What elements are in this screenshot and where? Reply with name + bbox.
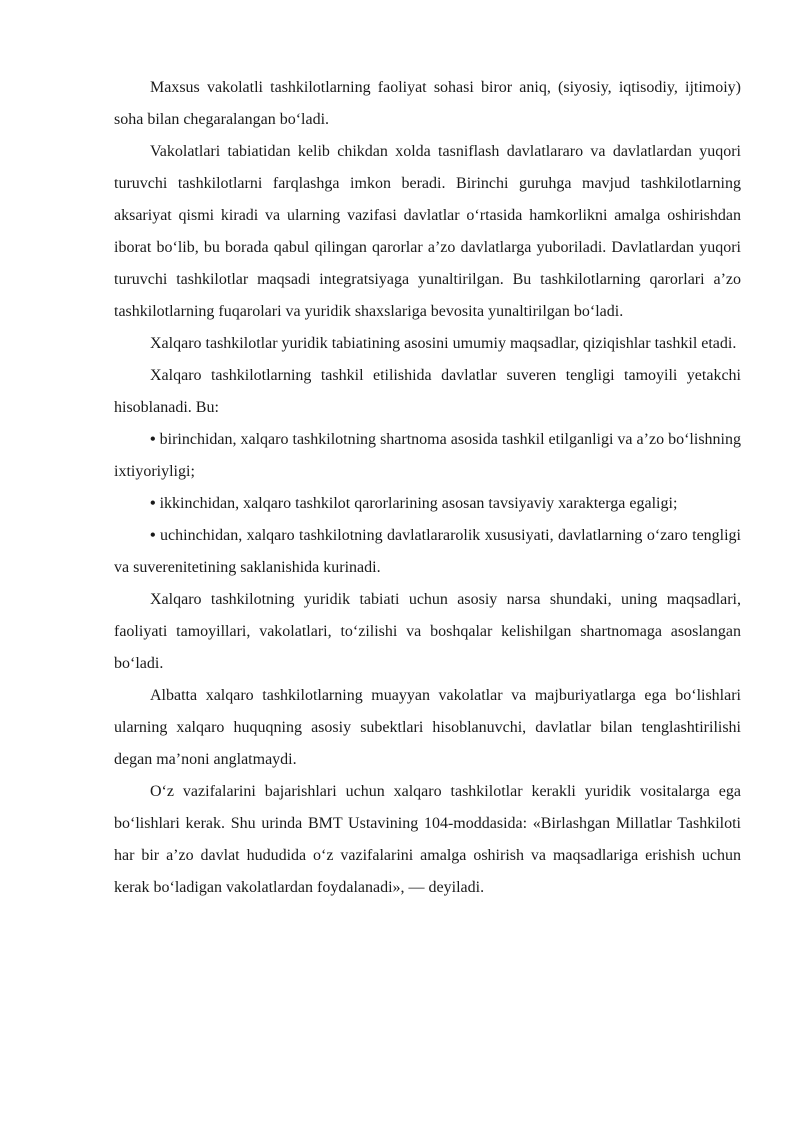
paragraph-classification-by-competence: Vakolatlari tabiatidan kelib chikdan xolda tasniflash davlatlararo va davlatlardan yuqori turuvchi tashkilotlarni farqlashga imkon beradi. Birinchi guruhga mavjud tashkilotlarning aksariyat qismi kiradi va ularning vazifasi davlatlar o‘rtasida hamkorlikni amalga oshirishdan iborat bo‘lib, bu borada qabul qilingan qarorlar a’zo davlatlarga yuboriladi. Davlatlardan yuqori turuvchi tashkilotlar maqsadi integratsiyaga yunaltirilgan. Bu tashkilotlarning qarorlari a’zo tashkilotlarning fuqarolari va yuridik shaxslariga bevosita yunaltirilgan bo‘ladi. — [114, 143, 741, 320]
bullet-item-text: ikkinchidan, xalqaro tashkilot qarorlarining asosan tavsiyaviy xarakterga egaligi; — [155, 495, 678, 512]
paragraph-powers-obligations: Albatta xalqaro tashkilotlarning muayyan vakolatlar va majburiyatlarga ega bo‘lishlari ularning xalqaro huquqning asosiy subektlari hisoblanuvchi, davlatlar bilan tenglashtirilishi degan ma’noni anglatmaydi. — [114, 687, 741, 768]
bullet-item-third — [114, 520, 741, 584]
paragraph-specialized-competence: Maxsus vakolatli tashkilotlarning faoliyat sohasi biror aniq, (siyosiy, iqtisodiy, ijtimoiy) soha bilan chegaralangan bo‘ladi. — [114, 79, 741, 128]
paragraph-legal-nature-basis: Xalqaro tashkilotlar yuridik tabiatining asosini umumiy maqsadlar, qiziqishlar tashkil etadi. — [150, 335, 737, 352]
document-page — [114, 72, 741, 904]
paragraph-legal-nature-main: Xalqaro tashkilotning yuridik tabiati uchun asosiy narsa shundaki, uning maqsadlari, faoliyati tamoyillari, vakolatlari, to‘zilishi va boshqalar kelishilgan shartnomaga asoslangan bo‘ladi. — [114, 591, 741, 672]
bullet-item-second — [114, 488, 741, 520]
paragraph-un-charter-article: O‘z vazifalarini bajarishlari uchun xalqaro tashkilotlar kerakli yuridik vositalarga ega bo‘lishlari kerak. Shu urinda BMT Ustavining 104-moddasida: «Birlashgan Millatlar Tashkiloti har bir a’zo davlat hududida o‘z vazifalarini amalga oshirish va maqsadlariga erishish uchun kerak bo‘ladigan vakolatlardan foydalanadi», — deyiladi. — [114, 783, 741, 896]
bullet-item-text: uchinchidan, xalqaro tashkilotning davlatlararolik xususiyati, davlatlarning o‘zaro tengligi va suverenitetining saklanishida kurinadi. — [114, 527, 741, 576]
bullet-item-text: birinchidan, xalqaro tashkilotning shartnoma asosida tashkil etilganligi va a’zo bo‘lishning ixtiyoriyligi; — [114, 431, 741, 480]
paragraph-sovereign-equality: Xalqaro tashkilotlarning tashkil etilishida davlatlar suveren tengligi tamoyili yetakchi hisoblanadi. Bu: — [114, 367, 741, 416]
bullet-marker: • — [150, 527, 156, 544]
bullet-marker: • — [150, 431, 156, 448]
bullet-marker: • — [150, 495, 156, 512]
bullet-item-first — [114, 424, 741, 488]
